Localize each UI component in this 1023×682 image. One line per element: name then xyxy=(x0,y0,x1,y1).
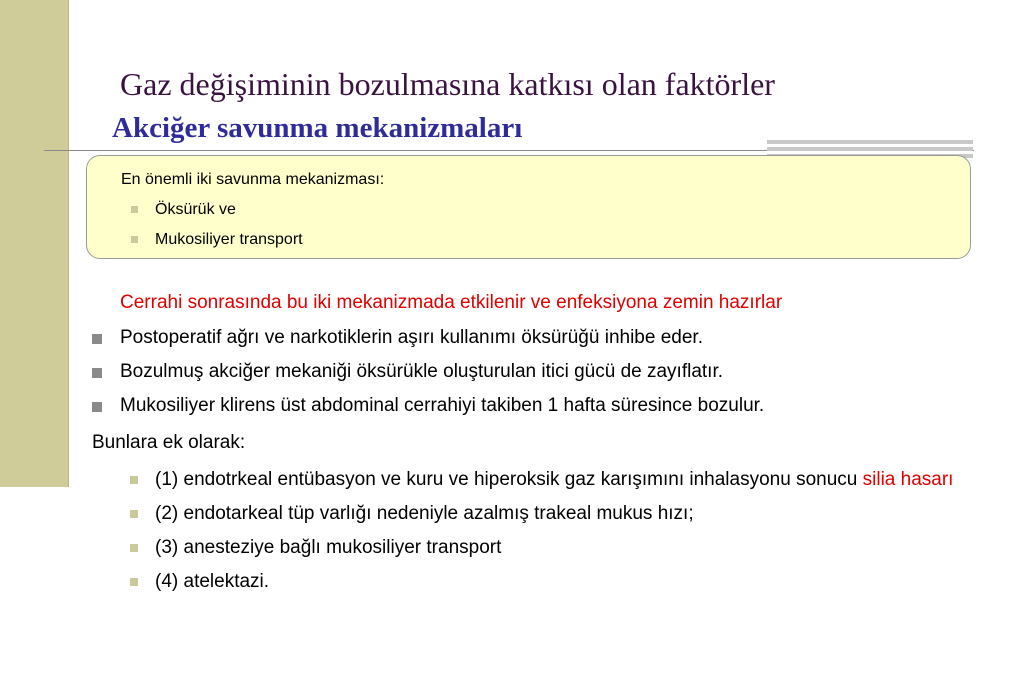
square-bullet-icon xyxy=(92,334,102,344)
sub-list-item xyxy=(130,534,980,562)
sub-item-text: (2) endotarkeal tüp varlığı nedeniyle azalmış trakeal mukus hızı; xyxy=(155,503,694,524)
sub-item-text: (1) endotrkeal entübasyon ve kuru ve hiperoksik gaz karışımını inhalasyonu sonucu xyxy=(155,469,863,490)
square-bullet-icon xyxy=(130,476,138,484)
callout-list xyxy=(131,201,303,261)
list-item xyxy=(92,395,764,429)
additional-heading: Bunlara ek olarak: xyxy=(92,432,246,453)
slide-title: Gaz değişiminin bozulmasına katkısı olan faktörler xyxy=(120,66,775,102)
list-item xyxy=(92,327,764,361)
square-bullet-icon xyxy=(92,368,102,378)
defense-mechanisms-callout xyxy=(86,155,971,259)
callout-item-text: Mukosiliyer transport xyxy=(155,231,303,248)
sub-item-text: (3) anesteziye bağlı mukosiliyer transport xyxy=(155,537,502,558)
square-bullet-icon xyxy=(130,544,138,552)
list-item-text: Postoperatif ağrı ve narkotiklerin aşırı kullanımı öksürüğü inhibe eder. xyxy=(120,327,703,348)
surgery-impact-note: Cerrahi sonrasında bu iki mekanizmada etkilenir ve enfeksiyona zemin hazırlar xyxy=(120,292,783,313)
callout-item-text: Öksürük ve xyxy=(155,201,236,218)
callout-item xyxy=(131,201,303,231)
square-bullet-icon xyxy=(92,402,102,412)
square-bullet-icon xyxy=(131,206,138,213)
list-item xyxy=(92,361,764,395)
slide-subtitle: Akciğer savunma mekanizmaları xyxy=(112,112,523,144)
decorative-sidebar xyxy=(0,0,69,487)
square-bullet-icon xyxy=(131,236,138,243)
sub-item-text: (4) atelektazi. xyxy=(155,571,270,592)
sub-list-item xyxy=(130,466,980,494)
main-bullet-list xyxy=(92,327,764,429)
sub-bullet-list xyxy=(130,466,980,602)
square-bullet-icon xyxy=(130,578,138,586)
list-item-text: Mukosiliyer klirens üst abdominal cerrahiyi takiben 1 hafta süresince bozulur. xyxy=(120,395,765,416)
callout-item xyxy=(131,231,303,261)
square-bullet-icon xyxy=(130,510,138,518)
sub-item-highlight: silia hasarı xyxy=(862,469,954,490)
callout-heading: En önemli iki savunma mekanizması: xyxy=(121,171,385,188)
sub-list-item xyxy=(130,568,980,596)
list-item-text: Bozulmuş akciğer mekaniği öksürükle oluşturulan itici gücü de zayıflatır. xyxy=(120,361,724,382)
sub-list-item xyxy=(130,500,980,528)
